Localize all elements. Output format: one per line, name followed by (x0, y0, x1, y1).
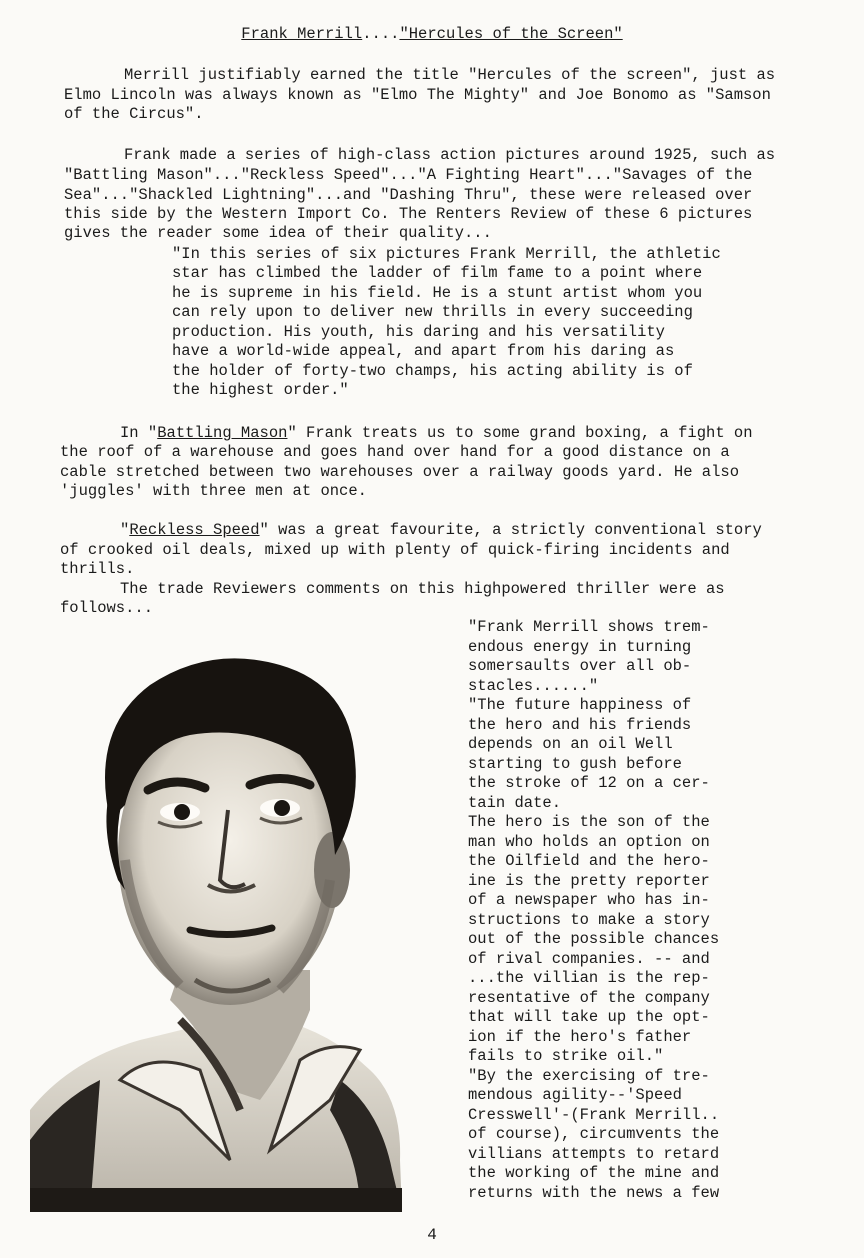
quote1-line: have a world-wide appeal, and apart from his daring as (172, 342, 675, 360)
column-line: structions to make a story (468, 910, 710, 929)
column-line: ...the villian is the rep- (468, 969, 710, 987)
article-title (0, 25, 864, 45)
column-line: "The future happiness of (468, 696, 692, 714)
para2-line: Frank made a series of high-class action pictures around 1925, such as (124, 146, 776, 164)
para4-prefix: " (120, 521, 130, 539)
column-line: that will take up the opt- (468, 1008, 710, 1026)
para2-line: gives the reader some idea of their quality... (64, 224, 492, 242)
title-name: Frank Merrill (241, 25, 363, 43)
column-line: ion if the hero's father (468, 1027, 692, 1046)
para1-line: Elmo Lincoln was always known as "Elmo The Mighty" and Joe Bonomo as "Samson (64, 86, 771, 104)
column-line: resentative of the company (468, 988, 710, 1007)
para4-line (120, 521, 762, 541)
column-line: returns with the news a few (468, 1183, 720, 1202)
column-line: fails to strike oil." (468, 1047, 664, 1065)
column-line: the stroke of 12 on a cer- (468, 774, 710, 792)
film-title-reckless-speed: Reckless Speed (129, 521, 260, 539)
title-separator: .... (362, 25, 400, 43)
para1-line: Merrill justifiably earned the title "Hercules of the screen", just as (124, 66, 776, 84)
column-line: of rival companies. -- and (468, 949, 710, 968)
quote1-line: the holder of forty-two champs, his acting ability is of (172, 362, 693, 380)
film-title-battling-mason: Battling Mason (157, 424, 288, 442)
para4-suffix: " was a great favourite, a strictly conventional story (259, 521, 762, 539)
para2-line: Sea"..."Shackled Lightning"...and "Dashing Thru", these were released over (64, 186, 753, 204)
column-line: "Frank Merrill shows trem- (468, 618, 710, 636)
column-line: the Oilfield and the hero- (468, 852, 710, 870)
column-line: man who holds an option on (468, 832, 710, 851)
quote1-line: "In this series of six pictures Frank Merrill, the athletic (172, 245, 721, 263)
column-line: villians attempts to retard (468, 1144, 720, 1163)
quote1-line: star has climbed the ladder of film fame to a point where (172, 264, 703, 282)
column-line: The hero is the son of the (468, 813, 710, 831)
column-line: tain date. (468, 793, 562, 812)
column-line: endous energy in turning (468, 637, 692, 656)
para4-line: thrills. (60, 560, 135, 578)
quote1-line: can rely upon to deliver new thrills in every succeeding (172, 303, 693, 321)
column-line: somersaults over all ob- (468, 657, 692, 675)
quote1-line: production. His youth, his daring and his versatility (172, 323, 665, 341)
review-column (468, 618, 758, 1203)
para5-line: The trade Reviewers comments on this highpowered thriller were as (120, 580, 725, 598)
column-line: the working of the mine and (468, 1164, 720, 1182)
column-line: starting to gush before (468, 754, 682, 773)
portrait-photo (30, 640, 422, 1212)
column-line: of course), circumvents the (468, 1125, 720, 1143)
para5-line: follows... (60, 599, 154, 617)
title-subtitle: "Hercules of the Screen" (399, 25, 623, 43)
para2-line: "Battling Mason"..."Reckless Speed"..."A Fighting Heart"..."Savages of the (64, 166, 753, 184)
quote1-line: he is supreme in his field. He is a stunt artist whom you (172, 284, 703, 302)
column-line: stacles......" (468, 676, 599, 695)
para3-line: 'juggles' with three men at once. (60, 482, 367, 500)
column-line: of a newspaper who has in- (468, 891, 710, 909)
para3-line: the roof of a warehouse and goes hand over hand for a good distance on a (60, 443, 730, 461)
quote1-line: the highest order." (172, 381, 349, 399)
column-line: ine is the pretty reporter (468, 871, 710, 890)
column-line: out of the possible chances (468, 930, 720, 948)
column-line: mendous agility--'Speed (468, 1086, 682, 1104)
para1-line: of the Circus". (64, 105, 204, 123)
column-line: "By the exercising of tre- (468, 1066, 710, 1085)
para3-prefix: In " (120, 424, 158, 442)
column-line: Cresswell'-(Frank Merrill.. (468, 1105, 720, 1124)
para2-line: this side by the Western Import Co. The Renters Review of these 6 pictures (64, 205, 753, 223)
para3-suffix: " Frank treats us to some grand boxing, a fight on (287, 424, 753, 442)
para3-line: cable stretched between two warehouses over a railway goods yard. He also (60, 463, 740, 481)
page-number: 4 (427, 1226, 437, 1244)
column-line: the hero and his friends (468, 715, 692, 734)
column-line: depends on an oil Well (468, 735, 673, 753)
para3-line (120, 424, 753, 444)
para4-line: of crooked oil deals, mixed up with plenty of quick-firing incidents and (60, 541, 730, 559)
